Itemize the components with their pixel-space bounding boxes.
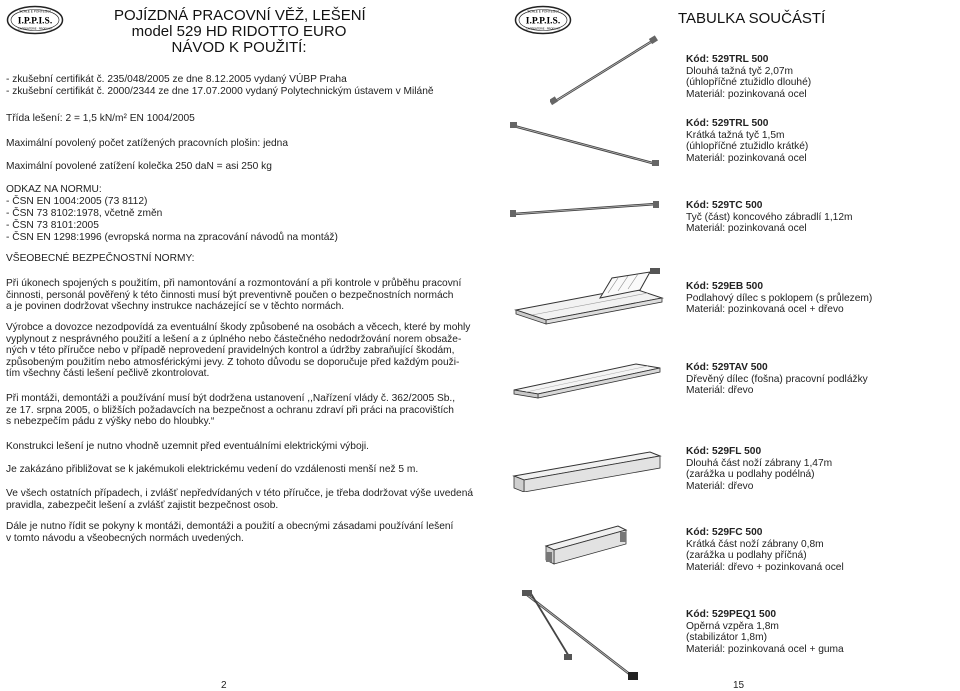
part-description: Kód: 529FL 500 Dlouhá část noží zábrany 1,47m (zarážka u podlahy podélná) Materiál: dřevo xyxy=(686,446,833,492)
part-description: Kód: 529TAV 500 Dřevěný dílec (fošna) pracovní podlážky Materiál: dřevo xyxy=(686,362,868,397)
part-description: Kód: 529TC 500 Tyč (část) koncového zábradlí 1,12m Materiál: pozinkovaná ocel xyxy=(686,200,853,235)
outrigger-stabilizer-icon xyxy=(520,588,640,689)
title-line: NÁVOD K POUŽITÍ: xyxy=(171,39,307,56)
norm-item: - ČSN 73 8102:1978, včetně změn xyxy=(6,208,163,219)
norm-item: - ČSN 73 8101:2005 xyxy=(6,220,99,231)
short-toe-board-icon xyxy=(542,522,632,575)
part-description: Kód: 529PEQ1 500 Opěrná vzpěra 1,8m (stabilizátor 1,8m) Materiál: pozinkovaná ocel + guma xyxy=(686,609,844,655)
svg-text:SCALE E PONTEGGI: SCALE E PONTEGGI xyxy=(527,9,559,14)
short-diagonal-brace-icon xyxy=(510,120,660,175)
svg-text:I.P.P.I.S.: I.P.P.I.S. xyxy=(17,16,53,27)
safety-paragraph: Při montáži, demontáži a používání musí být dodržena ustanovení ,,Nařízení vlády č. 362/2005 Sb., ze 17. srpna 2005, o bližších požadavcích na bezpečnost a ochranu zdraví při práci na pracovištích s nebezpečím pádu z výšky nebo do hloubky.“ xyxy=(6,393,456,428)
safety-paragraph: Je zakázáno přibližovat se k jakémukoli elektrickému vedení do vzdálenosti menší než 5 m. xyxy=(6,464,419,475)
end-guardrail-bar-icon xyxy=(510,194,660,229)
svg-text:CARPENTERIE · PROFILATI: CARPENTERIE · PROFILATI xyxy=(18,27,52,31)
norms-heading: ODKAZ NA NORMU: xyxy=(6,184,102,195)
part-description: Kód: 529TRL 500 Krátká tažná tyč 1,5m (úhlopříčné ztužidlo krátké) Materiál: pozinkovaná ocel xyxy=(686,118,809,164)
parts-table-title: TABULKA SOUČÁSTÍ xyxy=(678,10,826,27)
long-diagonal-brace-icon xyxy=(550,34,660,111)
safety-paragraph: Dále je nutno řídit se pokyny k montáži, demontáži a použití a obecnými zásadami používání lešení v tomto návodu a všeobecných normách uvedených. xyxy=(6,521,454,544)
svg-text:SCALE E PONTEGGI: SCALE E PONTEGGI xyxy=(19,9,51,14)
page-number: 2 xyxy=(221,680,227,691)
svg-text:CARPENTERIE · PROFILATI: CARPENTERIE · PROFILATI xyxy=(526,27,560,31)
part-description: Kód: 529FC 500 Krátká část noží zábrany 0,8m (zarážka u podlahy příčná) Materiál: dřevo + pozinkovaná ocel xyxy=(686,527,844,573)
max-wheel-load: Maximální povolené zatížení kolečka 250 daN = asi 250 kg xyxy=(6,161,272,172)
safety-paragraph: Konstrukci lešení je nutno vhodně uzemnit před eventuálními elektrickými výboji. xyxy=(6,441,369,452)
certificate-line: - zkušební certifikát č. 2000/2344 ze dne 17.07.2000 vydaný Polytechnickým ústavem v Miláně xyxy=(6,86,434,97)
title-line: model 529 HD RIDOTTO EURO xyxy=(131,23,347,40)
part-description: Kód: 529TRL 500 Dlouhá tažná tyč 2,07m (úhlopříčné ztužidlo dlouhé) Materiál: pozinkovaná ocel xyxy=(686,54,812,100)
norm-item: - ČSN EN 1004:2005 (73 8112) xyxy=(6,196,148,207)
ippis-logo xyxy=(6,5,64,35)
safety-paragraph: Při úkonech spojených s použitím, při namontování a rozmontování a při kontrole v průběhu pracovní činnosti, personál pověřený k této činnosti musí být preventivně poučen o bezpečnostních normách a je povinen dodržovat všechny instrukce nacházející se v těchto normách. xyxy=(6,278,462,313)
right-page xyxy=(480,0,960,691)
wooden-platform-icon xyxy=(510,358,665,405)
long-toe-board-icon xyxy=(510,448,665,497)
safety-heading: VŠEOBECNÉ BEZPEČNOSTNÍ NORMY: xyxy=(6,253,195,264)
trapdoor-platform-icon xyxy=(512,258,667,331)
safety-paragraph: Ve všech ostatních případech, i zvlášť nepředvídaných v této příručce, je třeba dodržovat výše uvedená pravidla, zabezpečit lešení a zvlášť zajistit bezpečnost osob. xyxy=(6,488,474,511)
certificate-line: - zkušební certifikát č. 235/048/2005 ze dne 8.12.2005 vydaný VÚBP Praha xyxy=(6,74,347,85)
page-number: 15 xyxy=(733,680,745,691)
title-line: POJÍZDNÁ PRACOVNÍ VĚŽ, LEŠENÍ xyxy=(114,7,366,24)
norm-item: - ČSN EN 1298:1996 (evropská norma na zpracování návodů na montáž) xyxy=(6,232,338,243)
ippis-logo xyxy=(514,5,572,35)
page-title xyxy=(114,8,364,56)
svg-text:I.P.P.I.S.: I.P.P.I.S. xyxy=(525,16,561,27)
safety-paragraph: Výrobce a dovozce nezodpovídá za eventuální škody způsobené na osobách a věcech, které by mohly vyplynout z nesprávného použití a lešení a z úplného nebo částečného nedodržování norem obsaže- ných v této příručce nebo v případě neprovedení pravidelných kontrol a údržby zabraňující škodám, způsobeným použitím nebo atmosférickými jevy. Z tohoto důvodu se doporučuje před každým použi- tím všechny části lešení pečlivě zkontrolovat. xyxy=(6,322,471,380)
scaffold-class: Třída lešení: 2 = 1,5 kN/m² EN 1004/2005 xyxy=(6,113,195,124)
max-platforms: Maximální povolený počet zatížených pracovních plošin: jedna xyxy=(6,138,289,149)
part-description: Kód: 529EB 500 Podlahový dílec s poklopem (s průlezem) Materiál: pozinkovaná ocel + dřevo xyxy=(686,281,873,316)
